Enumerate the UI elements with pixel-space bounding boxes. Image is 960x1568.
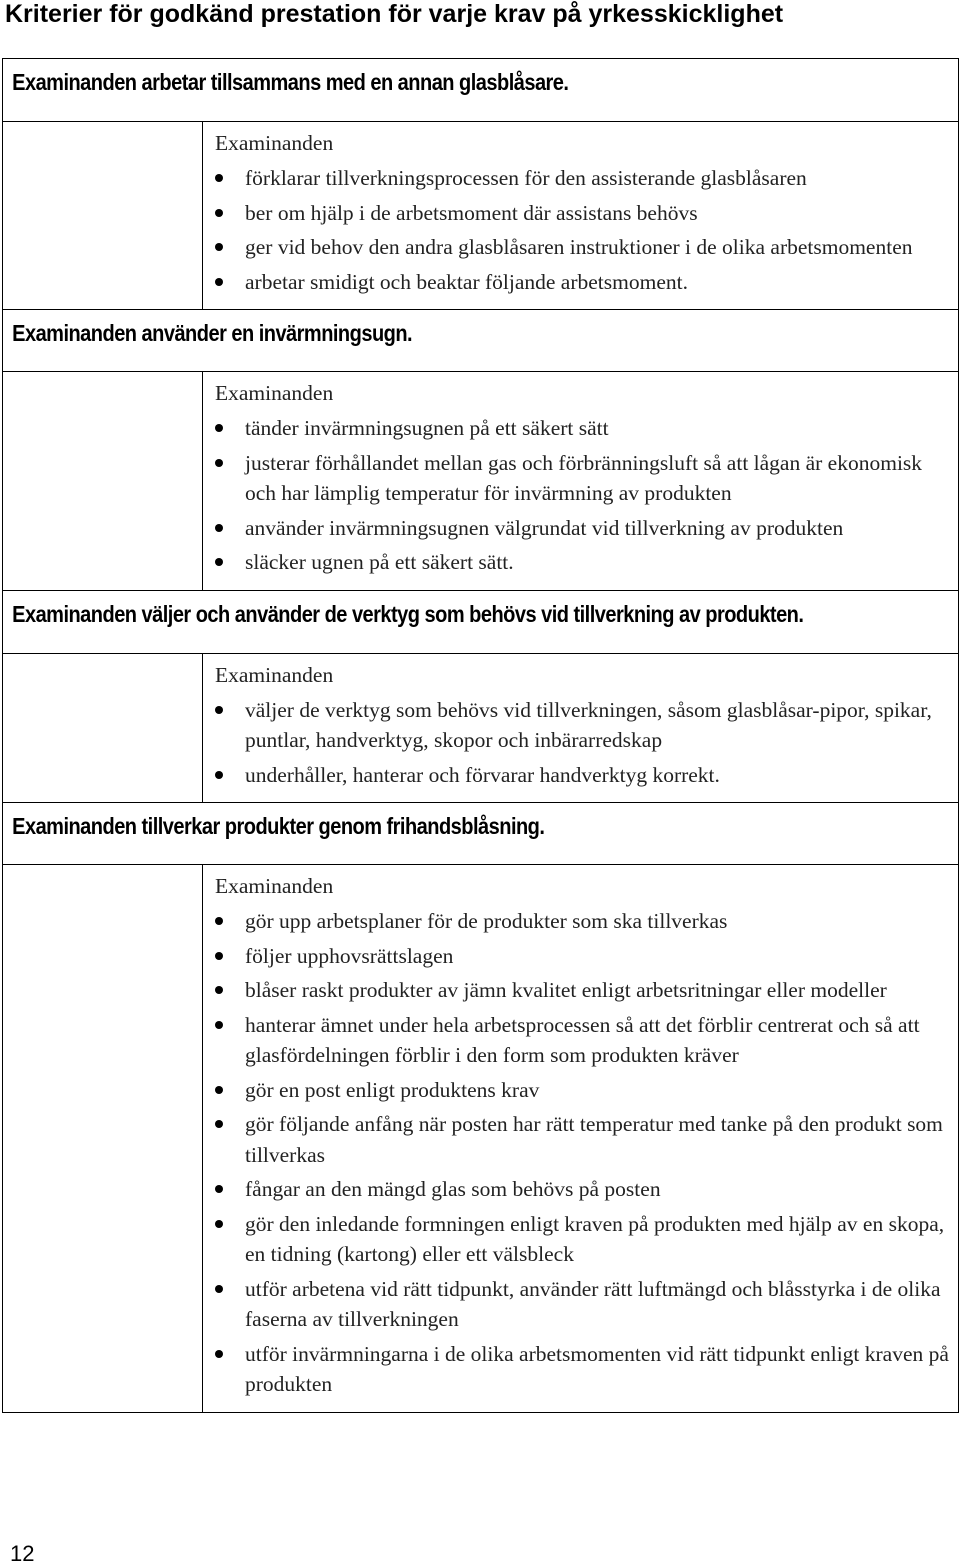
criteria-text: följer upphovsrättslagen bbox=[245, 943, 454, 968]
section-heading-row bbox=[3, 310, 959, 372]
criteria-item bbox=[215, 413, 952, 444]
criteria-item bbox=[215, 513, 952, 544]
examinee-label: Examinanden bbox=[215, 131, 334, 155]
bullet-icon bbox=[215, 1185, 223, 1193]
page-number: 12 bbox=[10, 1541, 35, 1566]
bullet-icon bbox=[215, 1220, 223, 1228]
criteria-item bbox=[215, 975, 952, 1006]
section-heading-row bbox=[3, 59, 959, 122]
bullet-icon bbox=[215, 1120, 223, 1128]
criteria-text: gör följande anfång när posten har rätt temperatur med tanke på den produkt som tillverkas bbox=[245, 1112, 943, 1167]
criteria-text: tänder invärmningsugnen på ett säkert sätt bbox=[245, 416, 609, 440]
criteria-text: hanterar ämnet under hela arbetsprocessen så att det förblir centrerat och så att glasfördelningen förblir i den form som produkten kräver bbox=[245, 1012, 920, 1067]
section-heading: Examinanden väljer och använder de verktyg som behövs vid tillverkning av produkten. bbox=[3, 590, 835, 653]
criteria-item bbox=[215, 163, 952, 194]
bullet-icon bbox=[215, 243, 223, 251]
empty-cell bbox=[3, 372, 203, 591]
criteria-text: förklarar tillverkningsprocessen för den assisterande glasblåsaren bbox=[245, 166, 807, 190]
bullet-icon bbox=[215, 459, 223, 467]
criteria-text: släcker ugnen på ett säkert sätt. bbox=[245, 550, 514, 574]
criteria-item bbox=[215, 547, 952, 578]
page-title: Kriterier för godkänd prestation för varje krav på yrkesskicklighet bbox=[5, 0, 784, 28]
bullet-icon bbox=[215, 424, 223, 432]
criteria-text: ger vid behov den andra glasblåsaren instruktioner i de olika arbetsmomenten bbox=[245, 235, 913, 259]
criteria-item bbox=[215, 941, 952, 972]
bullet-icon bbox=[215, 952, 223, 960]
bullet-icon bbox=[215, 706, 223, 714]
examinee-label: Examinanden bbox=[215, 381, 334, 405]
criteria-item bbox=[215, 1209, 952, 1270]
empty-cell bbox=[3, 122, 203, 310]
criteria-item bbox=[215, 1075, 952, 1106]
bullet-icon bbox=[215, 1285, 223, 1293]
bullet-icon bbox=[215, 1086, 223, 1094]
criteria-item bbox=[215, 267, 952, 298]
criteria-item bbox=[215, 232, 952, 263]
criteria-text: fångar an den mängd glas som behövs på posten bbox=[245, 1177, 661, 1201]
criteria-text: gör upp arbetsplaner för de produkter som ska tillverkas bbox=[245, 909, 728, 933]
empty-cell bbox=[3, 653, 203, 803]
criteria-text: arbetar smidigt och beaktar följande arbetsmoment. bbox=[245, 269, 688, 294]
bullet-icon bbox=[215, 771, 223, 779]
bullet-icon bbox=[215, 278, 223, 286]
criteria-item bbox=[215, 906, 952, 937]
criteria-item bbox=[215, 1339, 952, 1400]
criteria-list bbox=[215, 413, 952, 578]
criteria-cell bbox=[203, 122, 959, 310]
criteria-cell bbox=[203, 372, 959, 591]
bullet-icon bbox=[215, 917, 223, 925]
section-heading: Examinanden arbetar tillsammans med en annan glasblåsare. bbox=[3, 59, 835, 122]
bullet-icon bbox=[215, 209, 223, 217]
examinee-label: Examinanden bbox=[215, 874, 334, 898]
section-heading-row bbox=[3, 803, 959, 865]
criteria-item bbox=[215, 1274, 952, 1335]
criteria-text: underhåller, hanterar och förvarar handverktyg korrekt. bbox=[245, 762, 720, 787]
bullet-icon bbox=[215, 174, 223, 182]
criteria-table bbox=[2, 58, 959, 1413]
bullet-icon bbox=[215, 1350, 223, 1358]
criteria-item bbox=[215, 760, 952, 791]
criteria-cell bbox=[203, 653, 959, 803]
section-content-row bbox=[3, 122, 959, 310]
criteria-text: gör den inledande formningen enligt kraven på produkten med hjälp av en skopa, en tidning (kartong) eller ett välsbleck bbox=[245, 1211, 945, 1266]
criteria-text: justerar förhållandet mellan gas och förbränningsluft så att lågan är ekonomisk och har lämplig temperatur för invärmning av produkten bbox=[245, 450, 923, 505]
section-heading: Examinanden använder en invärmningsugn. bbox=[3, 310, 835, 372]
section-content-row bbox=[3, 372, 959, 591]
criteria-list bbox=[215, 163, 952, 297]
section-content-row bbox=[3, 653, 959, 803]
criteria-text: väljer de verktyg som behövs vid tillverkningen, såsom glasblåsar-pipor, spikar, puntlar, handverktyg, skopor och inbärarredskap bbox=[245, 697, 932, 752]
bullet-icon bbox=[215, 558, 223, 566]
criteria-item bbox=[215, 1174, 952, 1205]
criteria-text: utför arbetena vid rätt tidpunkt, använder rätt luftmängd och blåsstyrka i de olika faserna av tillverkningen bbox=[245, 1276, 941, 1331]
bullet-icon bbox=[215, 1021, 223, 1029]
criteria-item bbox=[215, 695, 952, 756]
criteria-cell bbox=[203, 865, 959, 1413]
criteria-item bbox=[215, 1109, 952, 1170]
criteria-item bbox=[215, 198, 952, 229]
criteria-text: ber om hjälp i de arbetsmoment där assistans behövs bbox=[245, 200, 698, 225]
criteria-list bbox=[215, 695, 952, 791]
criteria-item bbox=[215, 448, 952, 509]
section-heading-row bbox=[3, 590, 959, 653]
section-content-row bbox=[3, 865, 959, 1413]
section-heading: Examinanden tillverkar produkter genom frihandsblåsning. bbox=[3, 803, 835, 865]
criteria-list bbox=[215, 906, 952, 1400]
examinee-label: Examinanden bbox=[215, 662, 334, 687]
criteria-text: utför invärmningarna i de olika arbetsmomenten vid rätt tidpunkt enligt kraven på produkten bbox=[245, 1341, 949, 1396]
criteria-text: använder invärmningsugnen välgrundat vid tillverkning av produkten bbox=[245, 515, 844, 540]
bullet-icon bbox=[215, 524, 223, 532]
criteria-text: blåser raskt produkter av jämn kvalitet enligt arbetsritningar eller modeller bbox=[245, 978, 887, 1002]
empty-cell bbox=[3, 865, 203, 1413]
criteria-item bbox=[215, 1010, 952, 1071]
bullet-icon bbox=[215, 986, 223, 994]
criteria-text: gör en post enligt produktens krav bbox=[245, 1077, 540, 1102]
